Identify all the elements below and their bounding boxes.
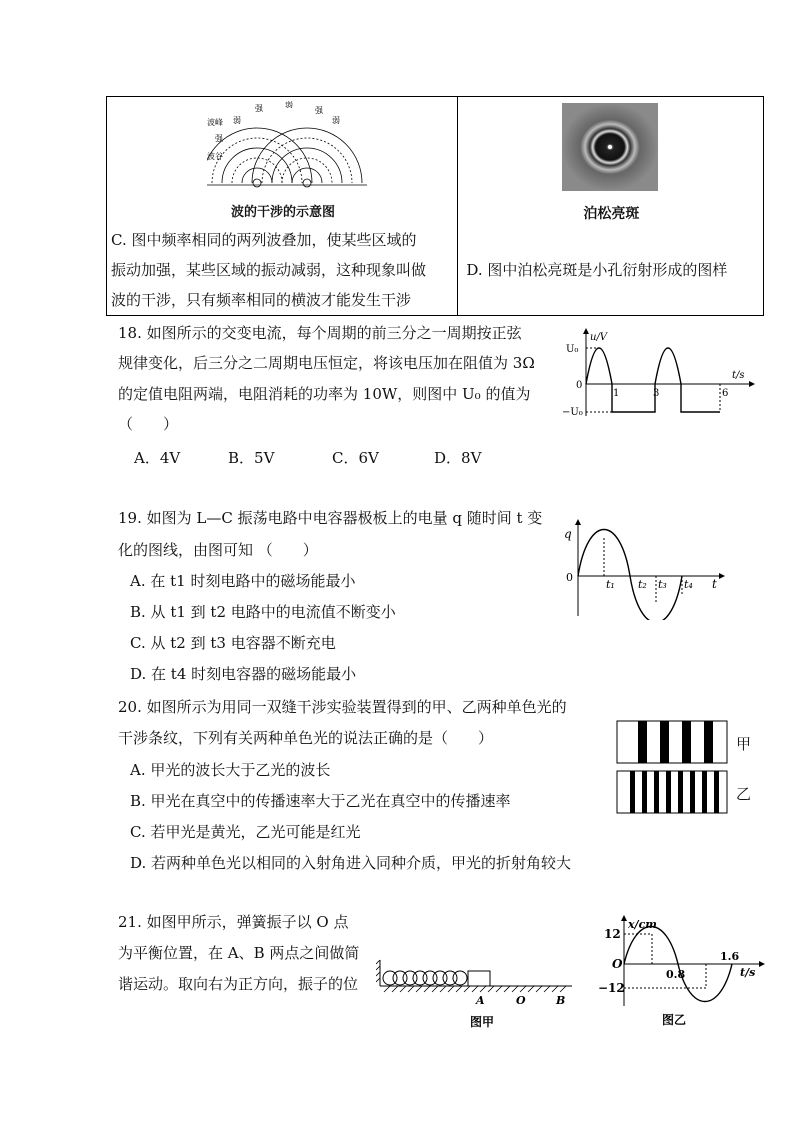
strong-label: 强 [315, 106, 323, 115]
graph-ymax: 12 [604, 927, 621, 941]
graph-ymin: −12 [598, 981, 625, 995]
graph-tick: t₃ [658, 578, 667, 591]
q21-line: 21. 如图甲所示，弹簧振子以 O 点 [118, 913, 349, 931]
trough-label: 波谷 [207, 152, 223, 161]
graph-tick: t₂ [638, 578, 647, 591]
weak-label: 弱 [332, 116, 340, 125]
q20-option: D. 若两种单色光以相同的入射角进入同种介质，甲光的折射角较大 [130, 854, 572, 872]
q20-option: C. 若甲光是黄光，乙光可能是红光 [130, 823, 361, 841]
graph-ylabel: u/V [590, 332, 608, 343]
strong-label: 强 [255, 104, 263, 113]
graph-u0-label: U₀ [566, 344, 579, 355]
graph-tick: t₁ [606, 578, 615, 591]
spring-oscillator-figure [376, 958, 576, 1030]
q19-option: B. 从 t1 到 t2 电路中的电流值不断变小 [130, 603, 396, 621]
option-c-line: 波的干涉，只有频率相同的横波才能发生干涉 [111, 291, 412, 309]
q19-option: A. 在 t1 时刻电路中的磁场能最小 [130, 572, 356, 590]
fringe-pattern-jia [616, 720, 728, 764]
weak-label: 弱 [233, 116, 241, 125]
point-a: A [476, 994, 485, 1007]
option-c-cell [107, 97, 458, 316]
graph-ylabel: x/cm [628, 918, 657, 931]
interference-caption: 波的干涉的示意图 [230, 205, 335, 220]
graph-tick: 1.6 [720, 950, 740, 963]
peak-label: 波峰 [207, 118, 223, 127]
q18-line: （ ） [118, 415, 179, 433]
q21-line: 谐运动。取向右为正方向，振子的位 [118, 975, 359, 993]
graph-origin: O [612, 957, 623, 971]
q18-option: C．6V [332, 449, 379, 467]
q20-line: 干涉条纹，下列有关两种单色光的说法正确的是（ ） [118, 729, 494, 747]
q20-option: B. 甲光在真空中的传播速率大于乙光在真空中的传播速率 [130, 792, 511, 810]
label-jia: 甲 [736, 735, 752, 753]
poisson-caption: 泊松亮斑 [583, 206, 640, 222]
q18-line: 的定值电阻两端，电阻消耗的功率为 10W，则图中 U₀ 的值为 [118, 385, 531, 403]
options-table [106, 96, 764, 316]
q18-option: D．8V [434, 449, 482, 467]
graph-tick: 1 [613, 388, 620, 399]
graph-tick: t₄ [684, 578, 693, 591]
graph-xlabel: t/s [740, 966, 756, 979]
point-o: O [516, 994, 526, 1007]
point-b: B [556, 994, 566, 1007]
graph-origin: 0 [566, 571, 573, 584]
graph-tick: 3 [653, 388, 660, 399]
graph-tick: 0.8 [666, 968, 686, 981]
q20-option: A. 甲光的波长大于乙光的波长 [130, 761, 331, 779]
graph-tick: 6 [722, 388, 729, 399]
q20-line: 20. 如图所示为用同一双缝干涉实验装置得到的甲、乙两种单色光的 [118, 698, 567, 716]
graph-ylabel: q [564, 527, 572, 541]
graph-xlabel: t [712, 577, 717, 591]
q18-option: B．5V [228, 449, 275, 467]
fringe-pattern-yi [616, 770, 728, 814]
fig-b-caption: 图乙 [662, 1013, 687, 1027]
q19-line: 化的图线，由图可知 （ ） [118, 541, 318, 559]
q19-option: C. 从 t2 到 t3 电容器不断充电 [130, 634, 336, 652]
option-d-cell [458, 97, 764, 316]
q18-option: A．4V [134, 449, 181, 467]
q18-voltage-graph [562, 326, 762, 426]
q21-line: 为平衡位置，在 A、B 两点之间做简 [118, 944, 360, 962]
q19-line: 19. 如图为 L—C 振荡电路中电容器极板上的电量 q 随时间 t 变 [118, 509, 543, 527]
interference-diagram [207, 101, 367, 193]
q18-line: 规律变化，后三分之二周期电压恒定，将该电压加在阻值为 3Ω [118, 354, 535, 372]
graph-origin: 0 [576, 380, 583, 391]
label-yi: 乙 [736, 785, 752, 803]
q19-charge-graph [562, 516, 734, 620]
strong-label: 强 [215, 134, 223, 143]
poisson-spot-image [562, 103, 658, 191]
option-d-text: D. 图中泊松亮斑是小孔衍射形成的图样 [466, 261, 728, 279]
q21-displacement-graph [596, 910, 772, 1030]
option-c-line: C. 图中频率相同的两列波叠加，使某些区域的 [111, 231, 417, 249]
weak-label: 弱 [285, 101, 293, 109]
graph-neg-u0-label: −U₀ [562, 407, 583, 418]
q19-option: D. 在 t4 时刻电容器的磁场能最小 [130, 665, 357, 683]
q18-line: 18. 如图所示的交变电流，每个周期的前三分之一周期按正弦 [118, 324, 522, 342]
graph-xlabel: t/s [732, 370, 745, 381]
option-c-line: 振动加强，某些区域的振动减弱，这种现象叫做 [111, 261, 427, 279]
fig-a-caption: 图甲 [470, 1015, 495, 1029]
